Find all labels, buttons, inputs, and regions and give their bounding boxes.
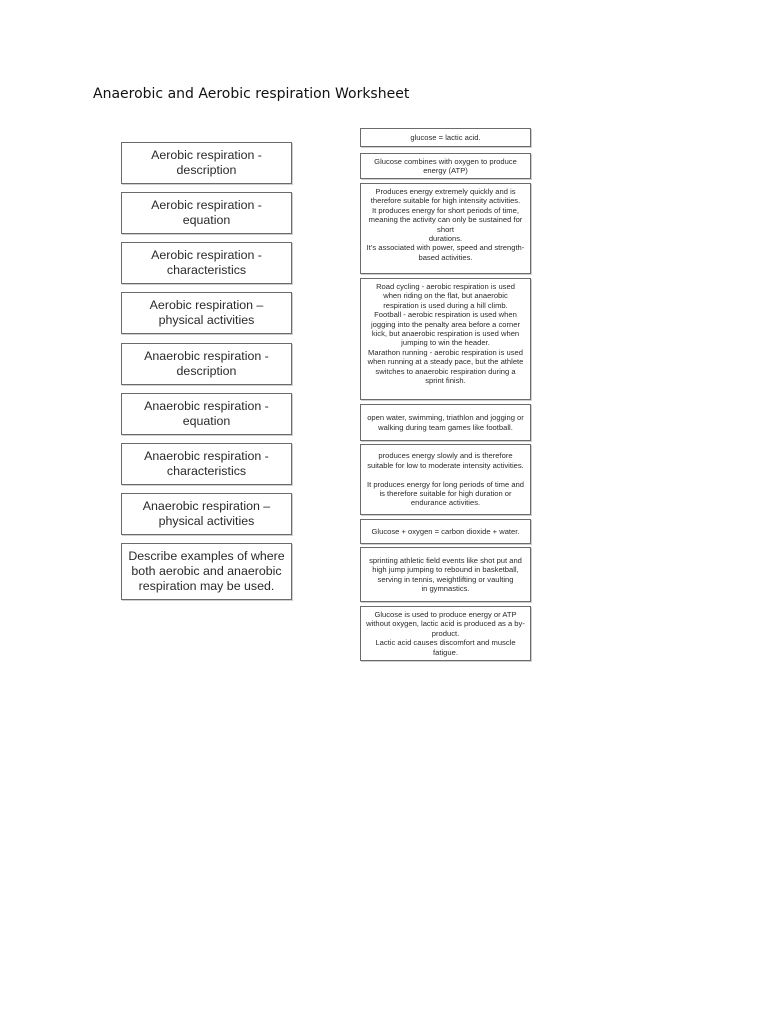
term-label: Aerobic respiration – physical activities [149, 298, 264, 327]
definition-box [360, 278, 531, 400]
term-box-aerobic-activities [121, 292, 292, 334]
definition-text: Road cycling - aerobic respiration is used when riding on the flat, but anaerobic respiration is used during a hill climb. Football - aerobic respiration is used when jogging into the penalty area before a corner kick, but anaerobic respiration is used when jumping to win the header. Marathon running - aerobic respiration is used when running at a steady pace, but the athlete switches to anaerobic respiration during a sprint finish. [367, 282, 524, 386]
term-label: Aerobic respiration - characteristics [151, 248, 262, 277]
definition-text: Glucose combines with oxygen to produce energy (ATP) [374, 156, 517, 175]
definition-box [360, 606, 531, 661]
term-box-aerobic-characteristics [121, 242, 292, 284]
term-box-anaerobic-equation [121, 393, 292, 435]
term-label: Aerobic respiration - description [151, 148, 262, 177]
definition-box [360, 153, 531, 179]
term-box-aerobic-description [121, 142, 292, 184]
term-label: Anaerobic respiration – physical activities [142, 499, 271, 528]
term-box-aerobic-equation [121, 192, 292, 234]
definition-box [360, 444, 531, 515]
term-box-examples [121, 543, 292, 600]
term-box-anaerobic-characteristics [121, 443, 292, 485]
definition-text: Produces energy extremely quickly and is therefore suitable for high intensity activities. It produces energy for short periods of time, meaning the activity can only be sustained for short durations. It's associated with power, speed and strength-based activities. [366, 187, 525, 262]
definition-text: produces energy slowly and is therefore suitable for low to moderate intensity activities. It produces energy for long periods of time and is therefore suitable for high duration or endurance activities. [366, 451, 525, 508]
term-box-anaerobic-description [121, 343, 292, 385]
definition-box [360, 404, 531, 441]
term-label: Describe examples of where both aerobic and anaerobic respiration may be used. [128, 549, 285, 593]
definition-text: open water, swimming, triathlon and jogging or walking during team games like football. [367, 413, 524, 432]
definition-box [360, 519, 531, 544]
definition-text: Glucose is used to produce energy or ATP without oxygen, lactic acid is produced as a by-product. Lactic acid causes discomfort and muscle fatigue. [366, 609, 525, 657]
definition-text: sprinting athletic field events like shot put and high jump jumping to rebound in basketball, serving in tennis, weightlifting or vaulting in gymnastics. [369, 555, 522, 593]
definition-box [360, 183, 531, 274]
term-label: Anaerobic respiration - description [144, 349, 269, 378]
definition-text: glucose = lactic acid. [410, 132, 481, 142]
term-label: Anaerobic respiration - characteristics [144, 449, 269, 478]
term-label: Anaerobic respiration - equation [144, 399, 269, 428]
term-box-anaerobic-activities [121, 493, 292, 535]
definition-text: Glucose + oxygen = carbon dioxide + water. [371, 526, 520, 536]
worksheet-image [92, 114, 560, 666]
definition-box [360, 128, 531, 147]
document-title: Anaerobic and Aerobic respiration Worksheet [93, 86, 410, 102]
definition-box [360, 547, 531, 602]
term-label: Aerobic respiration - equation [151, 198, 262, 227]
